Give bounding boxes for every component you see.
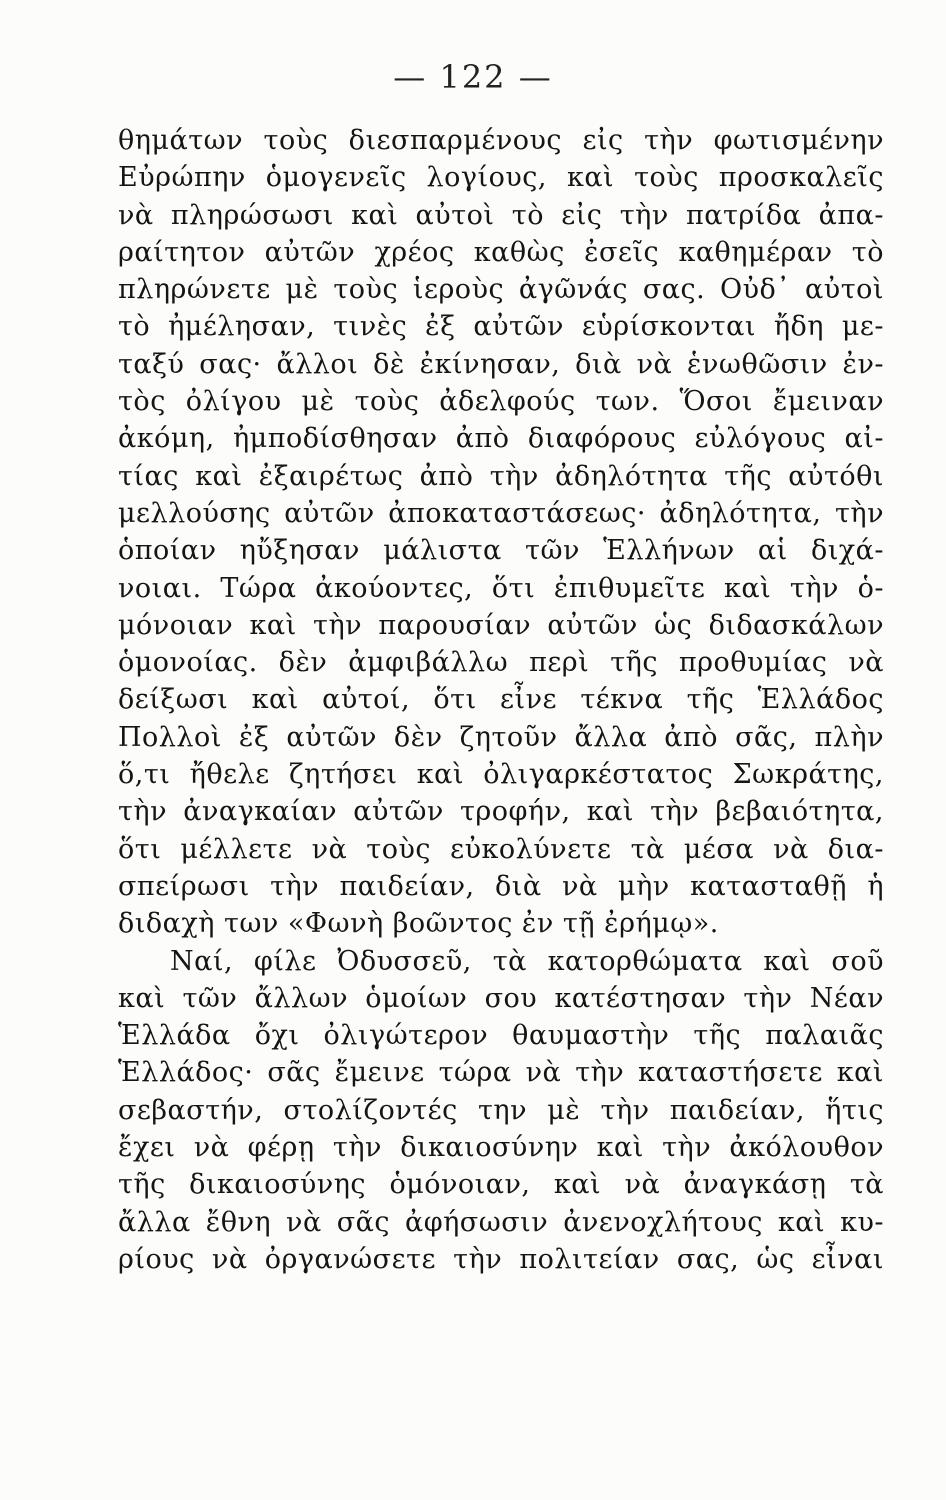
page-number: — 122 — <box>393 58 553 96</box>
text-line: μελλούσης αὐτῶν ἀποκαταστάσεως· ἀδηλότητα, τὴν <box>118 497 884 529</box>
paragraph-end-line: διδαχὴ των «Φωνὴ βοῶντος ἐν τῇ ἐρήμῳ». <box>118 908 719 940</box>
text-line: νοιαι. Τώρα ἀκούοντες, ὅτι ἐπιθυμεῖτε καὶ τὴν ὁ- <box>118 572 884 604</box>
text-line: ἔχει νὰ φέρῃ τὴν δικαιοσύνην καὶ τὴν ἀκόλουθον <box>118 1132 884 1164</box>
text-line: ταξύ σας· ἄλλοι δὲ ἐκίνησαν, διὰ νὰ ἑνωθῶσιν ἐν- <box>118 348 884 380</box>
text-line: σεβαστήν, στολίζοντές την μὲ τὴν παιδείαν, ἥτις <box>118 1094 884 1126</box>
text-line: ὁμονοίας. δὲν ἀμφιβάλλω περὶ τῆς προθυμίας νὰ <box>118 647 884 679</box>
text-line: τίας καὶ ἐξαιρέτως ἀπὸ τὴν ἀδηλότητα τῆς αὐτόθι <box>118 460 884 492</box>
text-line: νὰ πληρώσωσι καὶ αὐτοὶ τὸ εἰς τὴν πατρίδα ἀπα- <box>118 199 884 231</box>
text-line: ὅτι μέλλετε νὰ τοὺς εὐκολύνετε τὰ μέσα νὰ δια- <box>118 833 884 865</box>
text-line: Ἑλλάδα ὄχι ὀλιγώτερον θαυμαστὴν τῆς παλαιᾶς <box>118 1020 884 1052</box>
text-line: τὸς ὀλίγου μὲ τοὺς ἀδελφούς των. Ὅσοι ἔμειναν <box>118 386 884 418</box>
text-line: ραίτητον αὐτῶν χρέος καθὼς ἐσεῖς καθημέραν τὸ <box>118 236 884 268</box>
text-line: ὅ,τι ἤθελε ζητήσει καὶ ὀλιγαρκέστατος Σωκράτης, <box>118 759 884 791</box>
text-line: μόνοιαν καὶ τὴν παρουσίαν αὐτῶν ὡς διδασκάλων <box>118 609 884 641</box>
text-line: σπείρωσι τὴν παιδείαν, διὰ νὰ μὴν κατασταθῇ ἡ <box>118 870 884 902</box>
text-line: καὶ τῶν ἄλλων ὁμοίων σου κατέστησαν τὴν Νέαν <box>118 982 884 1014</box>
text-line: τῆς δικαιοσύνης ὁμόνοιαν, καὶ νὰ ἀναγκάσῃ τὰ <box>118 1169 884 1201</box>
paragraph-start-line: Ναί, φίλε Ὀδυσσεῦ, τὰ κατορθώματα καὶ σοῦ <box>170 945 884 977</box>
text-line: ἄλλα ἔθνη νὰ σᾶς ἀφήσωσιν ἀνενοχλήτους καὶ κυ- <box>118 1206 884 1238</box>
text-line: ἀκόμη, ἠμποδίσθησαν ἀπὸ διαφόρους εὐλόγους αἰ- <box>118 423 884 455</box>
text-line: πληρώνετε μὲ τοὺς ἱεροὺς ἀγῶνάς σας. Οὐδ᾽ αὐτοὶ <box>118 274 884 306</box>
body-text <box>118 122 884 1278</box>
text-line: ρίους νὰ ὀργανώσετε τὴν πολιτείαν σας, ὡς εἶναι <box>118 1243 884 1275</box>
text-line: ὁποίαν ηὔξησαν μάλιστα τῶν Ἑλλήνων αἱ διχά- <box>118 535 884 567</box>
text-line: τὸ ἠμέλησαν, τινὲς ἐξ αὐτῶν εὑρίσκονται ἤδη με- <box>118 311 884 343</box>
text-line: Πολλοὶ ἐξ αὐτῶν δὲν ζητοῦν ἄλλα ἀπὸ σᾶς, πλὴν <box>118 721 884 753</box>
text-line: τὴν ἀναγκαίαν αὐτῶν τροφήν, καὶ τὴν βεβαιότητα, <box>118 796 884 828</box>
text-line: Εὐρώπην ὁμογενεῖς λογίους, καὶ τοὺς προσκαλεῖς <box>118 162 884 194</box>
text-line: δείξωσι καὶ αὐτοί, ὅτι εἶνε τέκνα τῆς Ἑλλάδος <box>118 684 884 716</box>
text-line: Ἑλλάδος· σᾶς ἔμεινε τώρα νὰ τὴν καταστήσετε καὶ <box>118 1057 884 1089</box>
text-line: θημάτων τοὺς διεσπαρμένους εἰς τὴν φωτισμένην <box>118 125 884 156</box>
